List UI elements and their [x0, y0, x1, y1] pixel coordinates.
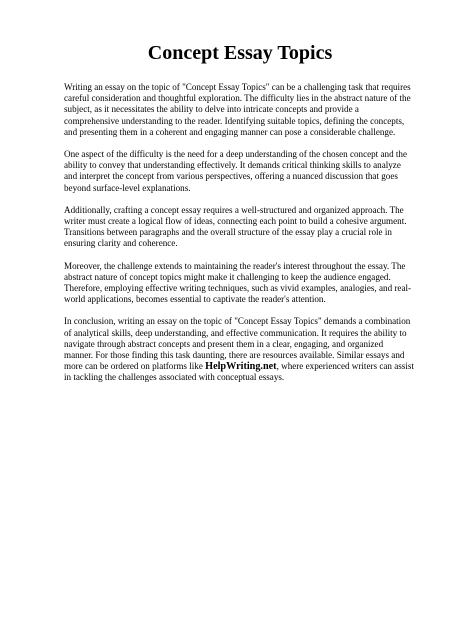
conclusion-text-before: In conclusion, writing an essay on the topic of "Concept Essay Topics" demands a combination of analytical skills, deep understanding, and effective communication. It requires the ability to navigate through abstract concepts and present them in a clear, engaging, and organized manner. For those finding this task daunting, there are resources available. Similar essays and more can be ordered on platforms like	[64, 316, 411, 372]
paragraph-conclusion	[64, 316, 414, 383]
paragraph-understanding: One aspect of the difficulty is the need for a deep understanding of the chosen concept and the ability to convey that understanding effectively. It demands critical thinking skills to analyze and interpret the concept from various perspectives, offering a nuanced discussion that goes beyond surface-level explanations.	[64, 149, 408, 193]
paragraph-intro: Writing an essay on the topic of "Concept Essay Topics" can be a challenging task that requires careful consideration and thoughtful exploration. The difficulty lies in the abstract nature of the subject, as it necessitates the ability to delve into intricate concepts and provide a comprehensive understanding to the reader. Identifying suitable topics, defining the concepts, and presenting them in a coherent and engaging manner can pose a considerable challenge.	[64, 82, 411, 137]
helpwriting-link-text[interactable]: HelpWriting.net	[205, 361, 277, 373]
paragraph-structure: Additionally, crafting a concept essay requires a well-structured and organized approach. The writer must create a logical flow of ideas, connecting each point to build a cohesive argument. Transitions between paragraphs and the overall structure of the essay play a crucial role in ensuring clarity and coherence.	[64, 204, 407, 249]
paragraph-engagement: Moreover, the challenge extends to maintaining the reader's interest throughout the essay. The abstract nature of concept topics might make it challenging to keep the audience engaged. Therefore, employing effective writing techniques, such as vivid examples, analogies, and real-world applications, becomes essential to captivate the reader's attention.	[64, 260, 412, 305]
conclusion-text-after: , where experienced writers can assist in tackling the challenges associated with conceptual essays.	[64, 361, 414, 383]
page-title: Concept Essay Topics	[147, 42, 333, 64]
document-body	[64, 82, 414, 384]
